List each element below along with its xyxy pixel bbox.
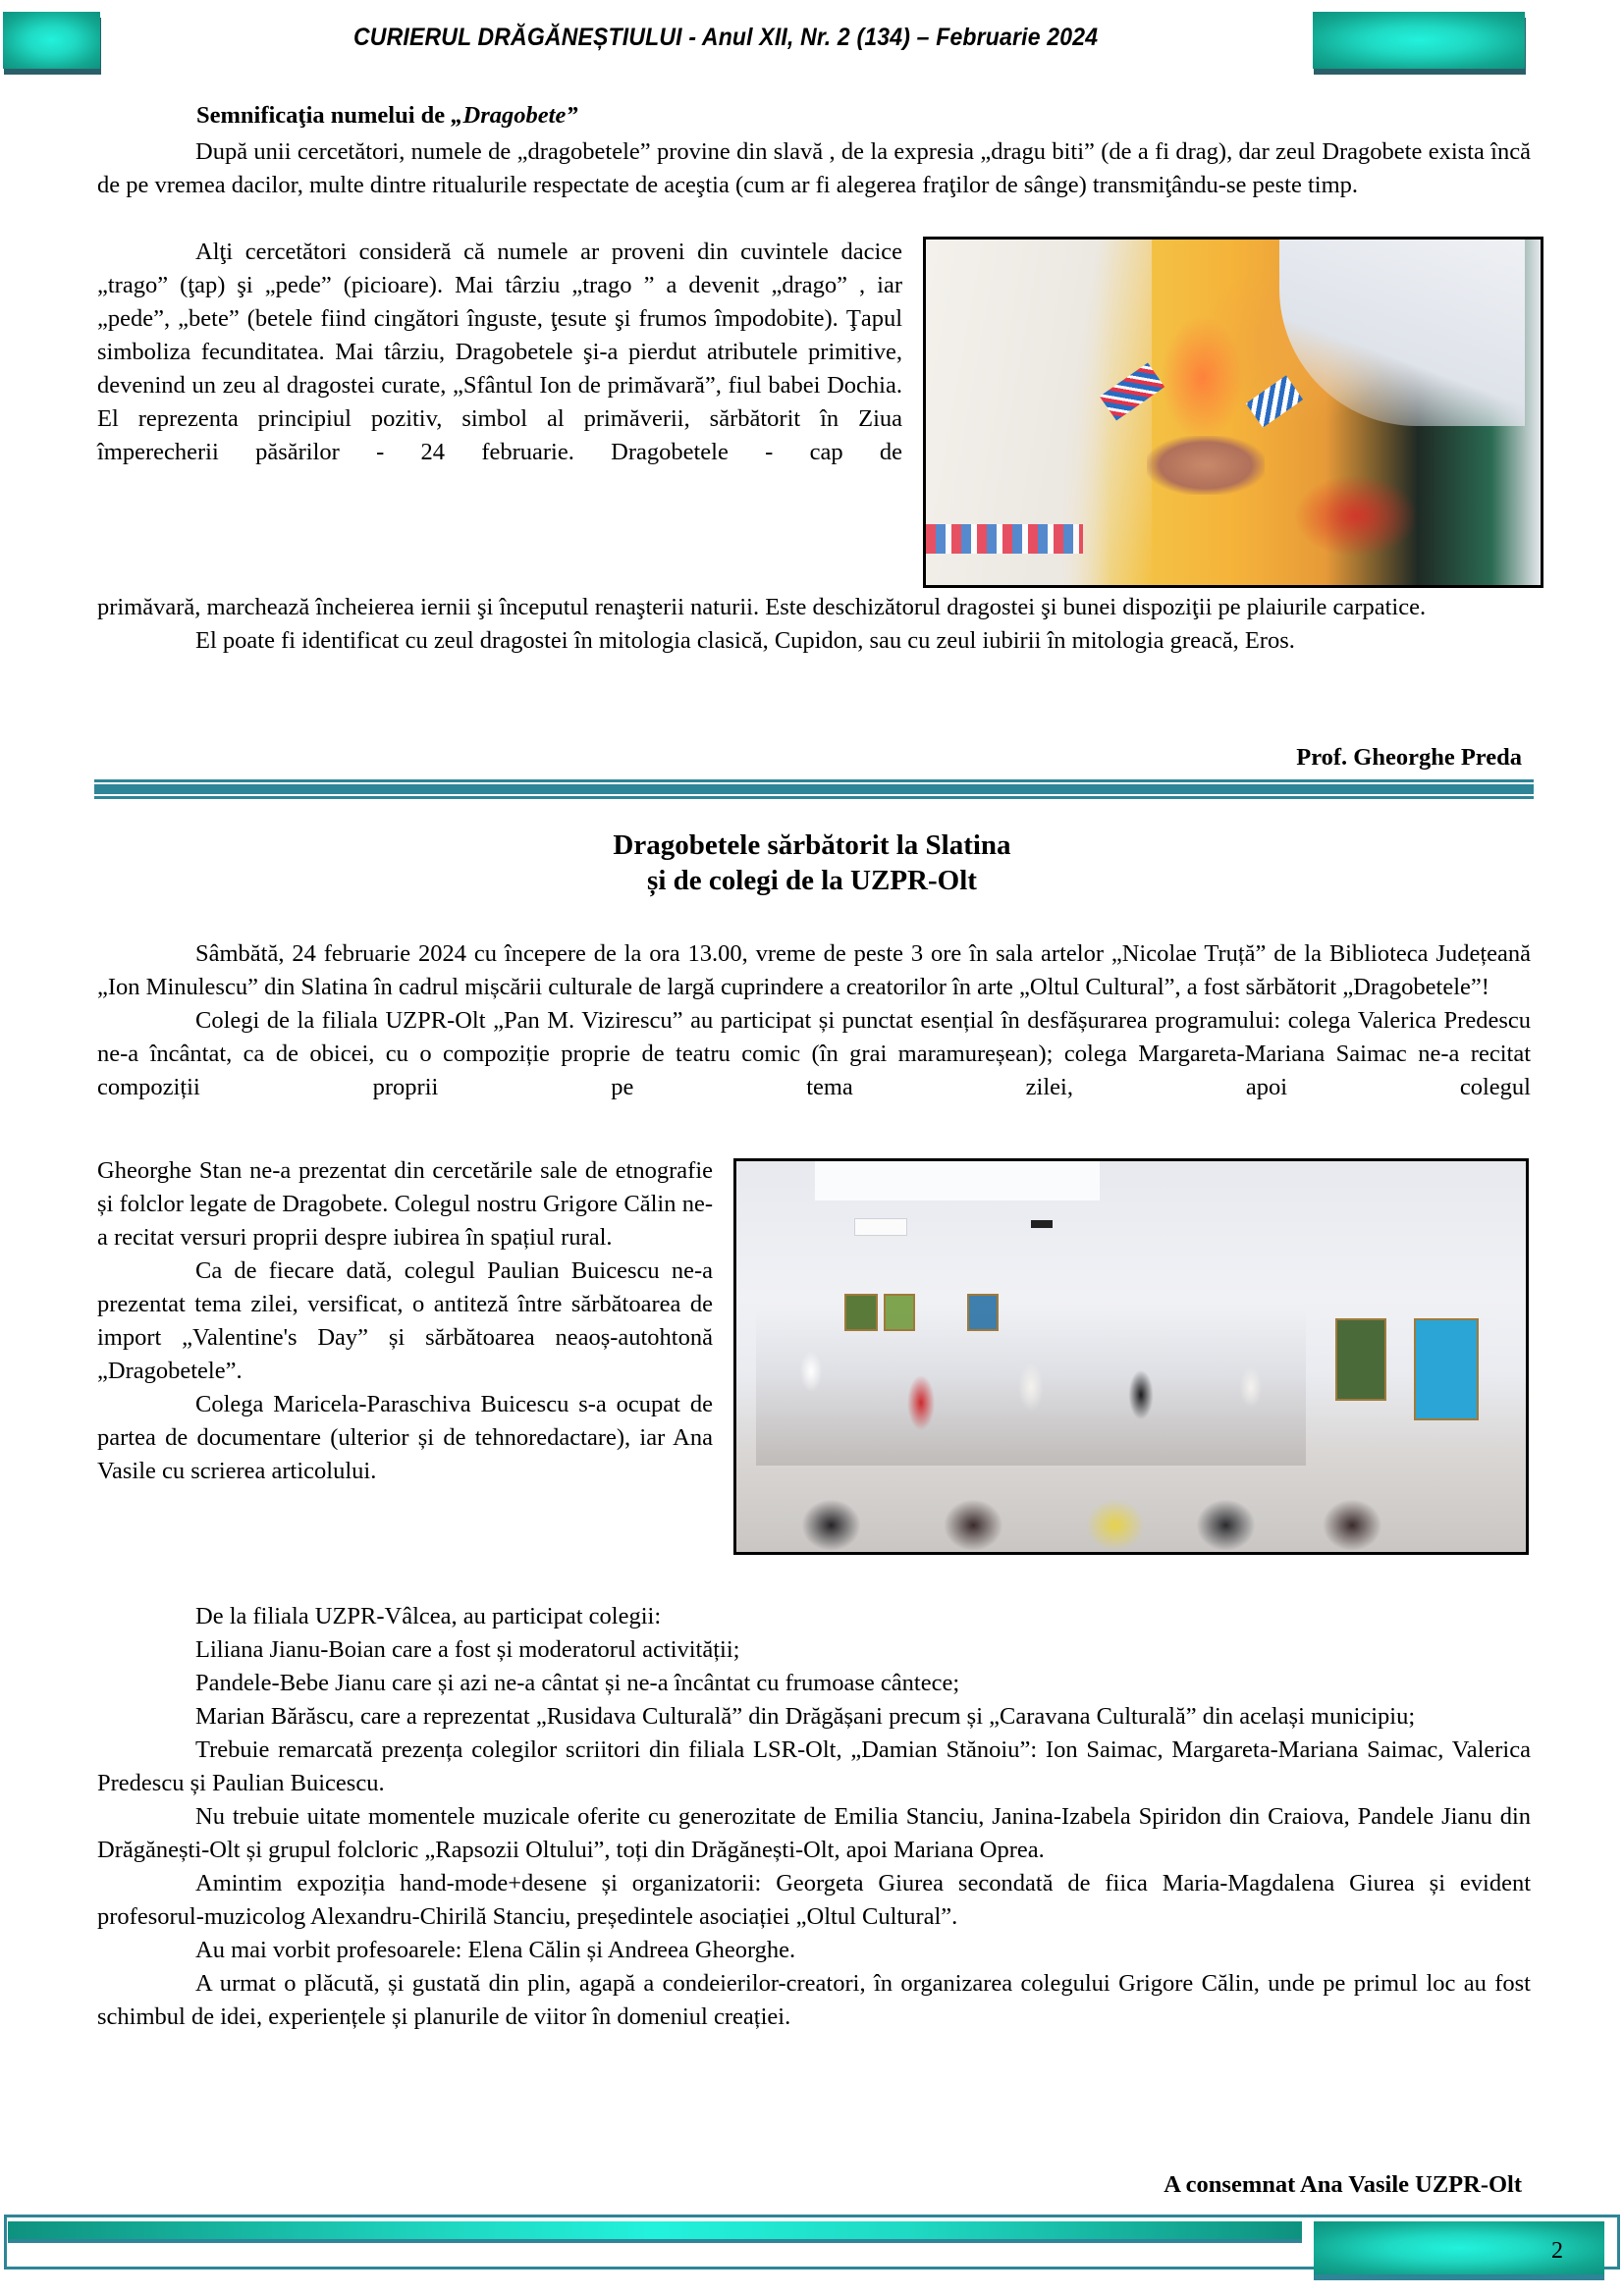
photo-hands <box>1147 436 1265 495</box>
article1-paragraph-3: El poate fi identificat cu zeul dragostei în mitologia clasică, Cupidon, sau cu zeul iubirii în mitologia greacă, Eros. <box>195 627 1295 654</box>
article1-wrapped-text <box>97 236 902 469</box>
article2-intro <box>97 937 1531 1104</box>
article1-paragraph-1: După unii cercetători, numele de „dragobetele” provine din slavă , de la expresia „dragu biti” (de a fi drag), dar zeul Dragobete exista încă de pe vremea dacilor, multe dintre ritualurile respectate de aceştia (cum ar fi alegerea fraţilor de sânge) transmiţându-se peste timp. <box>97 138 1531 198</box>
article2-title <box>0 828 1624 898</box>
footer-decor-bar <box>8 2221 1302 2243</box>
article2-paragraph-2: Colegi de la filiala UZPR-Olt „Pan M. Vizirescu” au participat și punctat esențial în desfășurarea programului: colega Valerica Predescu ne-a încântat, ca de obicei, cu o compoziție proprie de teatru comic (în grai maramureșean); colega Margareta-Mariana Saimac ne-a recitat compoziții proprii pe tema zilei, apoi colegul <box>97 1007 1531 1100</box>
article2-paragraph-9: Trebuie remarcată prezența colegilor scriitori din filiala LSR-Olt, „Damian Stănoiu”: Ion Saimac, Margareta-Mariana Saimac, Valerica Predescu și Paulian Buicescu. <box>97 1736 1531 1796</box>
article2-wrapped-text <box>97 1154 713 1488</box>
article2-continued <box>97 1600 1531 2034</box>
article1-continued <box>97 591 1531 658</box>
article2-paragraph-3: Ca de fiecare dată, colegul Paulian Buicescu ne-a prezentat tema zilei, versificat, o antiteză între sărbătoarea de import „Valentine's Day” și sărbătoarea neaoș-autohtonă „Dragobetele”. <box>97 1257 713 1384</box>
page-number: 2 <box>1551 2238 1563 2264</box>
article2-paragraph-1: Sâmbătă, 24 februarie 2024 cu începere de la ora 13.00, vreme de peste 3 ore în sala artelor „Nicolae Truță” de la Biblioteca Județeană „Ion Minulescu” din Slatina în cadrul mișcării culturale de largă cuprindere a creatorilor în arte „Oltul Cultural”, a fost sărbătorit „Dragobetele”! <box>97 940 1531 1000</box>
article2-paragraph-11: Amintim expoziția hand-mode+desene și organizatorii: Georgeta Giurea secondată de fiica Maria-Magdalena Giurea și evident profesorul-muzicolog Alexandru-Chirilă Stanciu, președintele asociației „Oltul Cultural”. <box>97 1870 1531 1930</box>
article2-paragraph-2-wrap: Gheorghe Stan ne-a prezentat din cercetările sale de etnografie și folclor legate de Dragobete. Colegul nostru Grigore Călin ne-a recitat versuri proprii despre iubirea în spațiul rural. <box>97 1157 713 1251</box>
photo-painting <box>1335 1318 1386 1401</box>
header-decor-block-left <box>3 12 100 69</box>
article2-paragraph-5: De la filiala UZPR-Vâlcea, au participat colegii: <box>195 1603 662 1629</box>
article2-paragraph-12: Au mai vorbit profesoarele: Elena Călin și Andreea Gheorghe. <box>195 1937 796 1963</box>
article1-intro <box>97 135 1531 202</box>
section-separator <box>94 779 1534 799</box>
photo-ceiling-light <box>815 1161 1100 1201</box>
photo-embroidery <box>1246 375 1303 427</box>
article2-paragraph-4: Colega Maricela-Paraschiva Buicescu s-a ocupat de partea de documentare (ulterior și de tehnoredactare), iar Ana Vasile cu scrierea articolului. <box>97 1391 713 1484</box>
article2-paragraph-10: Nu trebuie uitate momentele muzicale oferite cu generozitate de Emilia Stanciu, Janina-Izabela Spiridon din Craiova, Pandele Jianu din Drăgănești-Olt și grupul folcloric „Rapsozii Oltului”, toți din Drăgănești-Olt, apoi Mariana Oprea. <box>97 1803 1531 1863</box>
newspaper-header-title: CURIERUL DRĂGĂNEȘTIULUI - Anul XII, Nr. 2 (134) – Februarie 2024 <box>353 24 1099 51</box>
header-decor-block-right <box>1313 12 1525 69</box>
photo-air-conditioner <box>854 1218 907 1236</box>
article1-paragraph-2: Alţi cercetători consideră că numele ar proveni din cuvintele dacice „trago” (ţap) şi „pede” (picioare). Mai târziu „trago ” a devenit „drago” , iar „pede”, „bete” (betele fiind cingători înguste, ţesute şi frumos împodobite). Ţapul simboliza fecunditatea. Mai târziu, Dragobetele şi-a pierdut atributele primitive, devenind un zeu al dragostei curate, „Sfântul Ion de primăvară”, fiul babei Dochia. El reprezenta principiul pozitiv, simbol al primăverii, sărbătorit în Ziua împerecherii păsărilor - 24 februarie. Dragobetele - cap de <box>97 239 902 465</box>
article1-title-prefix: Semnificaţia numelui de <box>196 102 452 129</box>
article2-paragraph-13: A urmat o plăcută, și gustată din plin, agapă a condeierilor-creatori, în organizarea colegului Grigore Călin, unde pe primul loc au fost schimbul de idei, experiențele și planurile de viitor în domeniul creației. <box>97 1970 1531 2030</box>
article1-author: Prof. Gheorghe Preda <box>1296 744 1522 771</box>
photo-chairs <box>736 1485 1526 1552</box>
article1-title <box>196 102 578 130</box>
article1-title-italic: „Dragobete” <box>451 102 578 129</box>
article2-title-line2: și de colegi de la UZPR-Olt <box>647 865 977 896</box>
photo-group-people <box>756 1308 1306 1466</box>
photo-embroidered-hem <box>926 524 1083 554</box>
photo-projector <box>1031 1220 1053 1228</box>
article1-paragraph-2-end: primăvară, marchează încheierea iernii şi începutul renaşterii naturii. Este deschizătorul dragostei şi bunei dispoziţii pe plaiurile carpatice. <box>97 594 1427 620</box>
photo-painting <box>1414 1318 1479 1420</box>
article2-paragraph-6: Liliana Jianu-Boian care a fost și moderatorul activității; <box>195 1636 740 1663</box>
photo-sleeve-right <box>1279 240 1525 426</box>
article2-signature: A consemnat Ana Vasile UZPR-Olt <box>1164 2171 1522 2198</box>
group-photo-slatina-event <box>733 1158 1529 1555</box>
dragobete-holding-hands-photo <box>923 237 1543 588</box>
article2-title-line1: Dragobetele sărbătorit la Slatina <box>613 829 1011 861</box>
article2-paragraph-7: Pandele-Bebe Jianu care și azi ne-a cântat și ne-a încântat cu frumoase cântece; <box>195 1670 960 1696</box>
article2-paragraph-8: Marian Bărăscu, care a reprezentat „Rusidava Culturală” din Drăgășani precum și „Caravana Culturală” din același municipiu; <box>195 1703 1416 1730</box>
